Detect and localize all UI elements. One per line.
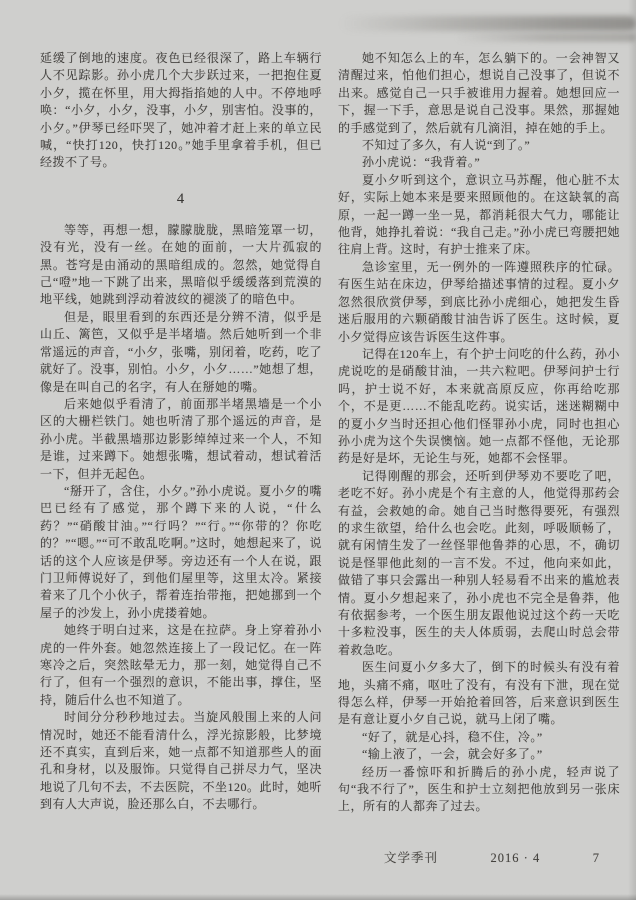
page-footer [384, 848, 600, 866]
scan-smudge-artifact-2 [455, 33, 636, 42]
paragraph: 后来她似乎看清了，前面那半堵黑墙是一个小区的大栅栏铁门。她也听清了那个遥远的声音，是孙小虎。半截黑墙那边影影绰绰过来一个人，不知是谁，过来蹲下。她想张嘴，想试着动，想试着活一下，但并无起色。 [40, 396, 322, 481]
scan-smudge-artifact [340, 16, 636, 31]
paragraph: 但是，眼里看到的东西还是分辨不清，似乎是山丘、篱笆，又似乎是半堵墙。然后她听到一个非常遥远的声音，“小夕，张嘴，别闭着，吃药，吃了就好了。没事，别怕。小夕，小夕……”她想了想，像是在叫自己的名字，有人在掰她的嘴。 [40, 309, 322, 394]
paragraph: “掰开了，含住，小夕。”孙小虎说。夏小夕的嘴巴已经有了感觉，那个蹲下来的人说，“什么药？”“硝酸甘油。”“行吗？”“行。”“你带的？你吃的？”“嗯。”“可不敢乱吃啊。”这时，她想起来了，说话的这个人应该是伊琴。旁边还有一个人在说，跟门卫师傅说好了，到他们屋里等，这里太冷。紧接着来了几个小伙子，帮着连抬带拖，把她挪到一个屋子的沙发上，孙小虎搂着她。 [40, 483, 322, 620]
page-bottom-edge-shadow [0, 894, 636, 900]
text-columns [40, 50, 620, 816]
paragraph: “好了，就是心抖，稳不住，冷。” [362, 729, 543, 744]
paragraph: 经历一番惊吓和折腾后的孙小虎，轻声说了句“我不行了”，医生和护士立刻把他放到另一张床上，所有的人都奔了过去。 [338, 764, 620, 814]
paragraph: 等等，再想一想，朦朦胧胧，黑暗笼罩一切，没有光，没有一丝。在她的面前，一大片孤寂的黑。苍穹是由涌动的黑暗组成的。忽然，她觉得自己“噔”地一下跳了出来，黑暗似乎缓缓落到荒漠的地平线，她跳到浮动着波纹的褪淡了的暗色中。 [40, 222, 322, 307]
right-column-paragraphs [338, 50, 620, 816]
journal-title: 文学季刊 [384, 851, 439, 865]
issue-number: 2016 · 4 [490, 851, 541, 865]
paragraph: 急诊室里，无一例外的一阵遵照秩序的忙碌。有医生站在床边，伊琴给描述事情的过程。夏小夕忽然很欣赏伊琴，到底比孙小虎细心，她把发生昏迷后服用的六颗硝酸甘油告诉了医生。这时候，夏小夕觉得应该告诉医生这件事。 [338, 259, 620, 344]
paragraph: 记得刚醒的那会，还听到伊琴劝不要吃了吧，老吃不好。孙小虎是个有主意的人，他觉得那药会有益，会救她的命。她自己当时憋得要死，有强烈的求生欲望，给什么也会吃。此刻，呼吸顺畅了，就有闲情生发了一丝怪罪他鲁莽的心思，不，确切说是怪罪他此刻的一言不发。不过，他向来如此，做错了事只会露出一种别人轻易看不出来的尴尬表情。夏小夕想起来了，孙小虎也不完全是鲁莽，他有依据参考，一个医生朋友跟他说过这个药一天吃十多粒没事，医生的夫人体质弱，去爬山时总会带着救急吃。 [338, 468, 620, 657]
left-column-bottom-paragraphs [40, 222, 322, 814]
page-number: 7 [592, 851, 600, 865]
page-right-edge-shadow [628, 0, 636, 900]
left-column-top-paragraphs [40, 50, 322, 172]
paragraph: 延缓了倒地的速度。夜色已经很深了，路上车辆行人不见踪影。孙小虎几个大步跃过来，一把抱住夏小夕，揽在怀里，用大拇指掐她的人中。不停地呼唤：“小夕，小夕，没事，小夕，别害怕。没事的，小夕。”伊琴已经吓哭了，她冲着才赶上来的单立民喊，“快打120，快打120。”她手里拿着手机，但已经拨不了号。 [40, 51, 322, 170]
paragraph: 时间分分秒秒地过去。当旋风般围上来的人问情况时，她还不能看清什么，浮光掠影般，比梦境还不真实，直到后来，她一点都不知道那些人的面孔和身材，以及服饰。只觉得自己拼尽力气，坚决地说了几句不去，不去医院，不坐120。此时，她听到有人大声说，脸还那么白，不去哪行。 [40, 710, 323, 812]
left-column [40, 50, 322, 816]
paragraph: “输上液了，一会，就会好多了。” [362, 747, 543, 762]
right-column [338, 50, 620, 816]
paragraph: 她终于明白过来，这是在拉萨。身上穿着孙小虎的一件外套。她忽然连接上了一段记忆。在一阵寒冷之后，突然眩晕无力，那一刻，她觉得自己不行了，但有一个强烈的意识，不能出事，撑住，坚持，随后什么也不知道了。 [40, 623, 322, 707]
paragraph: 医生问夏小夕多大了，倒下的时候头有没有着地，头痛不痛，呕吐了没有，有没有下泄，现在觉得怎么样，伊琴一开始抢着回答，后来意识到医生是有意让夏小夕自己说，就马上闭了嘴。 [338, 660, 620, 727]
paragraph: 夏小夕听到这个，意识立马苏醒，他心脏不太好，实际上她本来是要来照顾他的。在这缺氧的高原，一起一蹲一坐一晃，都消耗很大气力，哪能让他背，她挣扎着说：“我自己走。”孙小虎已弯腰把她往肩上背。这时，有护士推来了床。 [338, 172, 620, 257]
paragraph: 孙小虎说：“我背着。” [362, 155, 481, 170]
paragraph: 记得在120车上，有个护士问吃的什么药，孙小虎说吃的是硝酸甘油，一共六粒吧。伊琴问护士行吗，护士说不好，本来就高原反应，你再给吃那个，不是更……不能乱吃药。说实话，迷迷糊糊中的夏小夕当时还担心他们怪罪孙小虎，同时也担心孙小虎为这个失误懊恼。她一点都不怪他，无论那药是好是坏，无论生与死，她都不会怪罪。 [338, 346, 620, 466]
section-number: 4 [176, 190, 186, 207]
paragraph: 她不知怎么上的车，怎么躺下的。一会神智又清醒过来，怕他们担心，想说自己没事了，但说不出来。感觉自己一只手被谁用力握着。她想回应一下，握一下手，意思是说自己没事。果然，那握她的手感觉到了，然后就有几滴泪，掉在她的手上。 [338, 51, 620, 135]
paragraph: 不知过了多久，有人说“到了。” [362, 138, 531, 153]
